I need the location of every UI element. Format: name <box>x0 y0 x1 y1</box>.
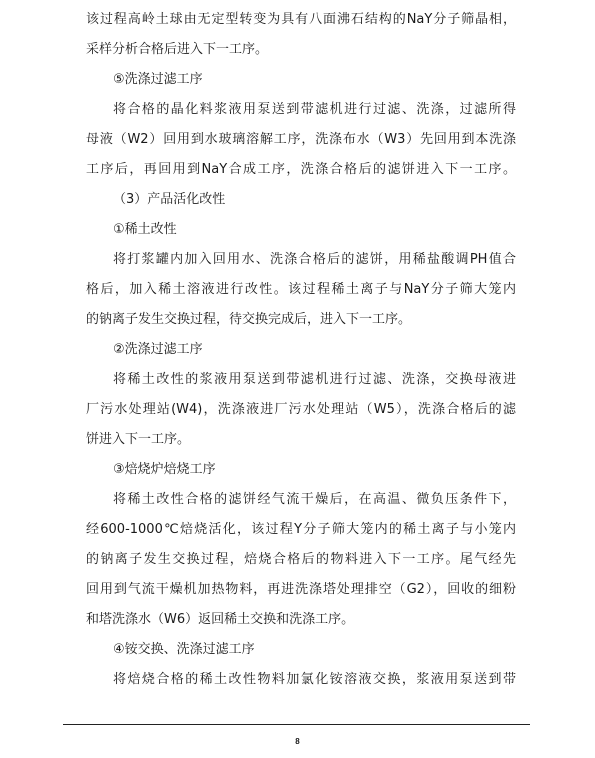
subheading-rare-earth: ①稀土改性 <box>113 222 177 237</box>
text-line: 的钠离子发生交换过程，焙烧合格后的物料进入下一工序。尾气经先 <box>86 552 516 567</box>
subheading-ammonium-exchange: ④铵交换、洗涤过滤工序 <box>113 642 255 657</box>
section-heading-activation: （3）产品活化改性 <box>113 192 226 207</box>
text-line: 经600-1000℃焙烧活化，该过程Y分子筛大笼内的稀土离子与小笼内 <box>86 522 516 537</box>
text-line: 和塔洗涤水（W6）返回稀土交换和洗涤工序。 <box>86 612 355 627</box>
subheading-roasting: ③焙烧炉焙烧工序 <box>113 462 216 477</box>
text-line: 将合格的晶化料浆液用泵送到带滤机进行过滤、洗涤，过滤所得 <box>113 102 516 117</box>
text-line: 厂污水处理站(W4)，洗涤液进厂污水处理站（W5），洗涤合格后的滤 <box>86 402 516 417</box>
text-line: 将稀土改性合格的滤饼经气流干燥后，在高温、微负压条件下， <box>113 492 516 507</box>
text-line: 将稀土改性的浆液用泵送到带滤机进行过滤、洗涤，交换母液进 <box>113 372 516 387</box>
text-line: 母液（W2）回用到水玻璃溶解工序，洗涤布水（W3）先回用到本洗涤 <box>86 132 516 147</box>
text-line: 回用到气流干燥机加热物料，再进洗涤塔处理排空（G2），回收的细粉 <box>86 582 516 597</box>
page-number: 8 <box>295 737 300 746</box>
text-line: 采样分析合格后进入下一工序。 <box>86 42 269 57</box>
subheading-washing-filtering-1: ⑤洗涤过滤工序 <box>113 72 203 87</box>
text-line: 将焙烧合格的稀土改性物料加氯化铵溶液交换，浆液用泵送到带 <box>113 672 516 687</box>
subheading-washing-filtering-2: ②洗涤过滤工序 <box>113 342 203 357</box>
text-line: 格后，加入稀土溶液进行改性。该过程稀土离子与NaY分子筛大笼内 <box>86 282 516 297</box>
text-line: 的钠离子发生交换过程，待交换完成后，进入下一工序。 <box>86 312 412 327</box>
text-line: 工序后，再回用到NaY合成工序，洗涤合格后的滤饼进入下一工序。 <box>86 162 516 177</box>
text-line: 饼进入下一工序。 <box>86 432 191 447</box>
body-text <box>86 5 516 695</box>
footer-divider <box>63 724 530 725</box>
text-line: 该过程高岭土球由无定型转变为具有八面沸石结构的NaY分子筛晶相， <box>86 12 516 27</box>
text-line: 将打浆罐内加入回用水、洗涤合格后的滤饼，用稀盐酸调PH值合 <box>113 252 516 267</box>
